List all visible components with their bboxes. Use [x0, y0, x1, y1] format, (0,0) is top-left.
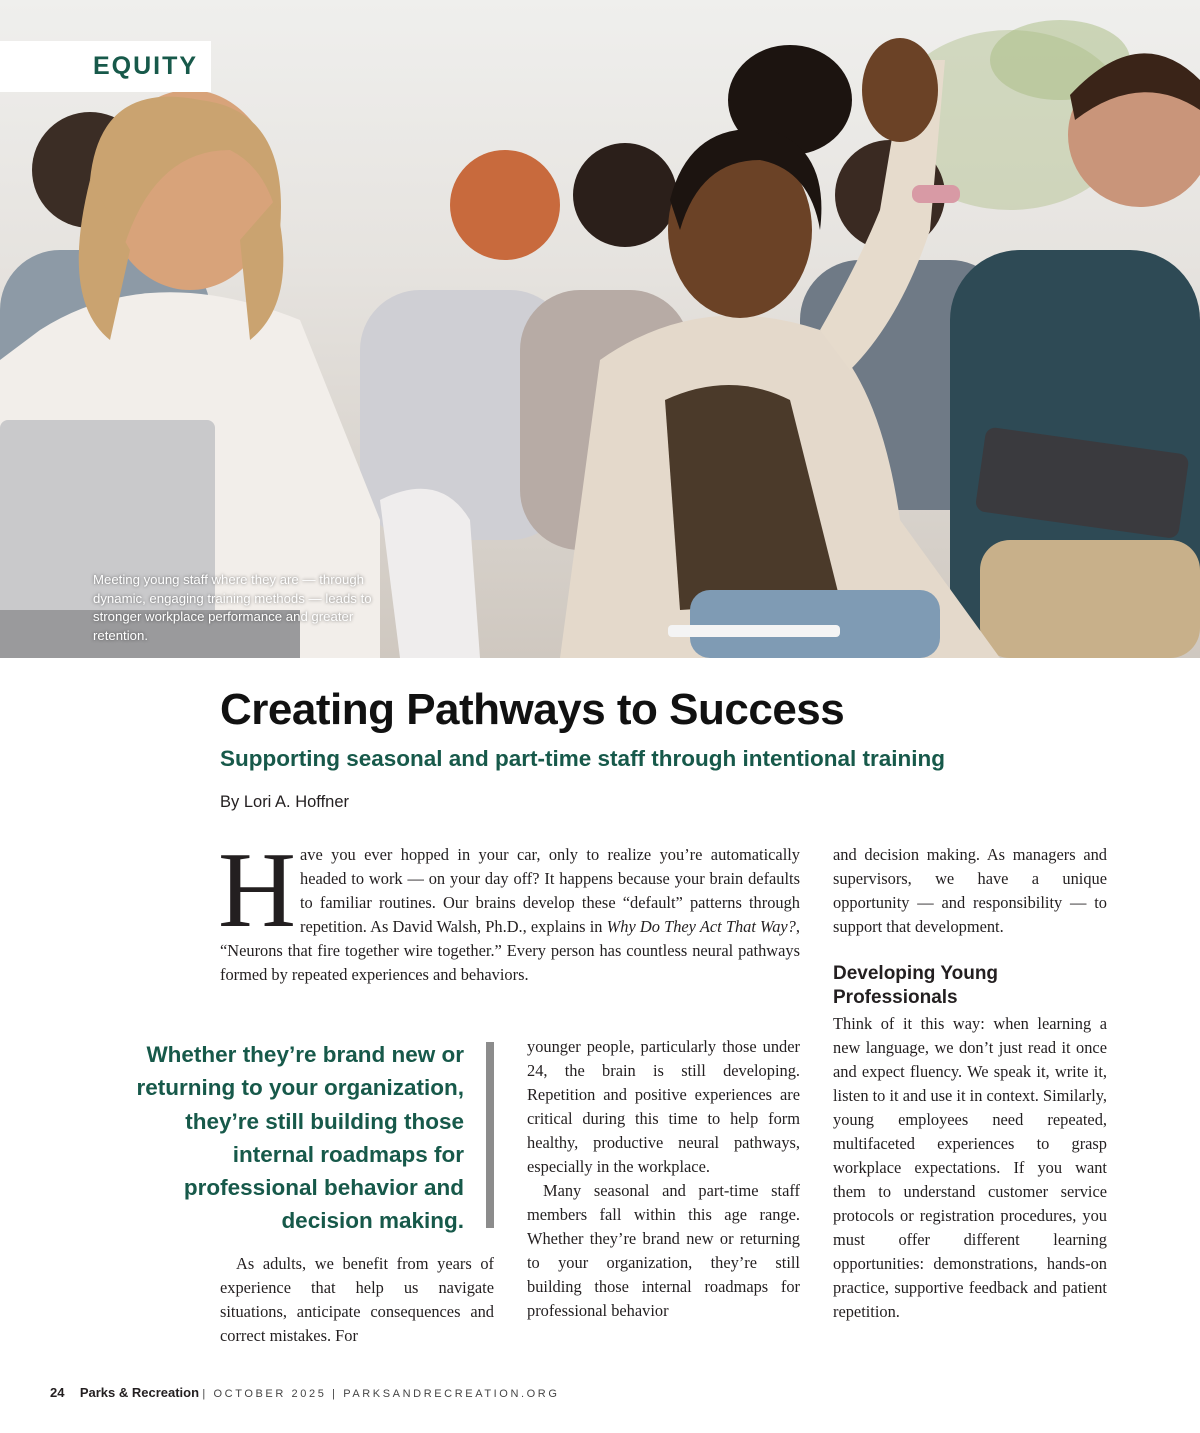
seasonal-paragraph: Many seasonal and part-time staff members fall within this age range. Whether they’re brand new or returning to your organization, they’re still building those internal roadmaps for professional behavior: [527, 1181, 800, 1320]
magazine-name: Parks & Recreation: [79, 1385, 200, 1400]
drop-cap: H: [218, 831, 296, 950]
byline: By Lori A. Hoffner: [220, 793, 350, 811]
photo-caption: Meeting young staff where they are — through dynamic, engaging training methods — leads to stronger workplace performance and greater retention.: [93, 572, 372, 643]
classroom-illustration: [0, 0, 1200, 658]
column-two: [527, 1035, 800, 1323]
page-footer: [50, 1385, 560, 1400]
paragraph-text: and decision making. As managers and supervisors, we have a unique opportunity — and responsibility — to support that development.: [833, 845, 1107, 936]
issue-meta: | OCTOBER 2025 | PARKSANDRECREATION.ORG: [202, 1388, 560, 1400]
language-paragraph: [833, 1012, 1107, 1324]
hero-photo: [0, 0, 1200, 658]
paragraph-text: Think of it this way: when learning a new language, we don’t just read it once and expect fluency. We speak it, write it, listen to it and use it in context. Similarly, young employees need repeated, multifaceted experiences to grasp workplace expectations. If you want them to understand customer service protocols or registration procedures, you must offer different learning opportunities: demonstrations, hands-on practice, supportive feedback and patient repetition.: [833, 1014, 1107, 1321]
younger-paragraph: younger people, particularly those under 24, the brain is still developing. Repetition and positive experiences are critical during this time to help form healthy, productive neural pathways, especially in the workplace.: [527, 1037, 800, 1176]
pull-quote-rule: [486, 1042, 494, 1228]
section-subhead: Developing Young Professionals: [833, 963, 999, 1008]
adults-paragraph: [220, 1252, 494, 1348]
intro-paragraph: [218, 831, 800, 987]
intro-text: ave you ever hopped in your car, only to realize you’re automatically headed to work — on your day off? It happens because your brain defaults to familiar routines. Our brains develop these “default” patterns through repetition. As David Walsh, Ph.D., explains in: [300, 845, 800, 936]
article-subtitle: Supporting seasonal and part-time staff through intentional training: [220, 746, 946, 771]
page-number: 24: [50, 1385, 65, 1400]
article-title: Creating Pathways to Success: [220, 685, 845, 734]
managers-paragraph: [833, 843, 1107, 939]
section-label: EQUITY: [0, 41, 211, 92]
pull-quote: Whether they’re brand new or returning to your organization, they’re still building those internal roadmaps for professional behavior and decision making.: [136, 1042, 464, 1234]
book-title: Why Do They Act That Way?: [606, 917, 796, 936]
intro-text-end: , “Neurons that fire together wire together.” Every person has countless neural pathways formed by repeated experiences and behaviors.: [220, 917, 800, 984]
paragraph-text: As adults, we benefit from years of experience that help us navigate situations, anticipate consequences and correct mistakes. For: [220, 1254, 494, 1345]
